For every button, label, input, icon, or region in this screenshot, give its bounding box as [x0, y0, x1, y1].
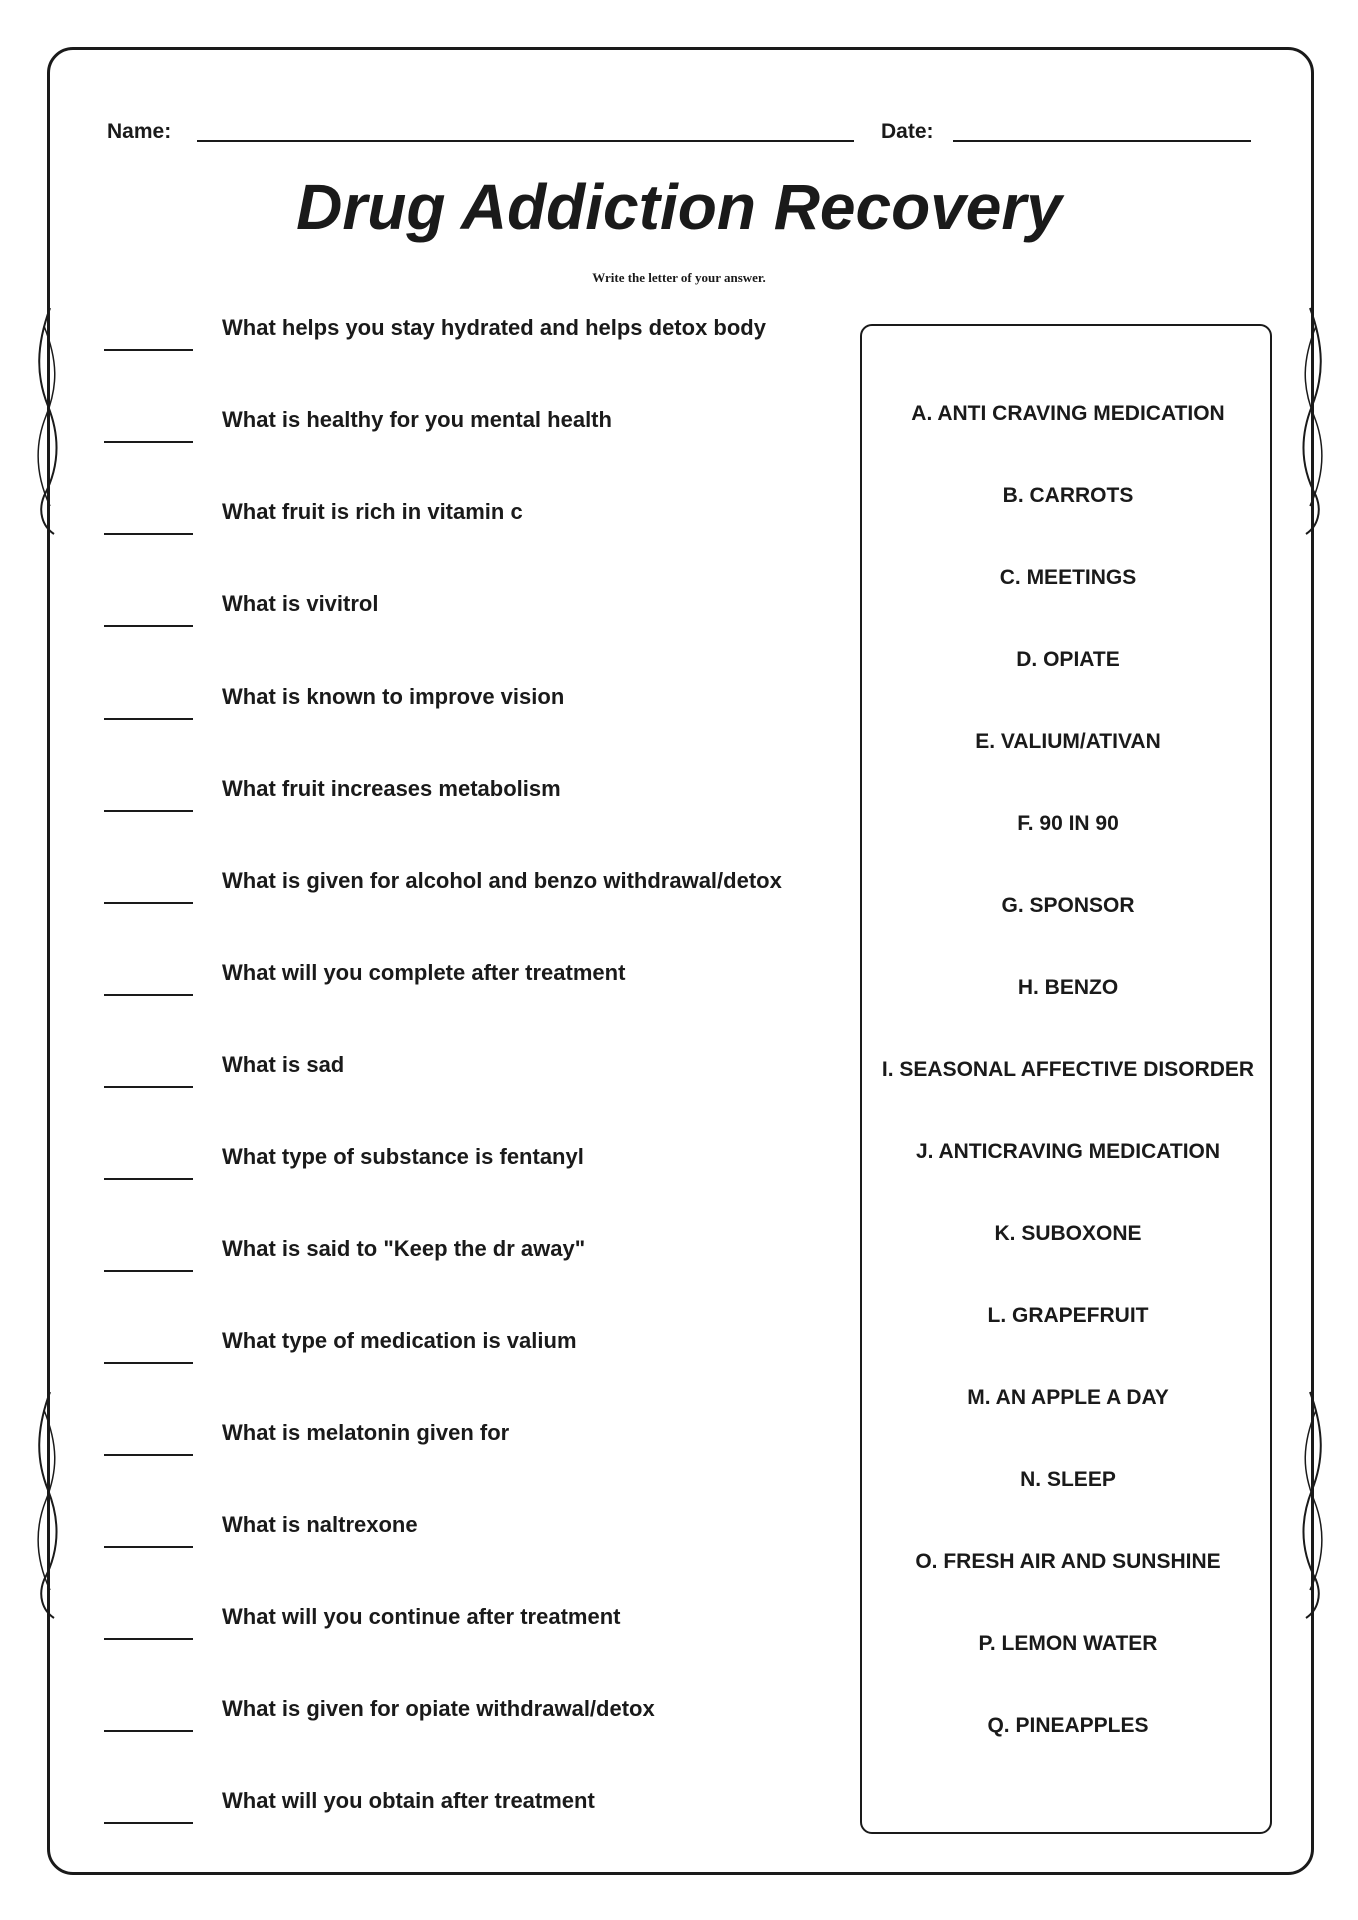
- answer-option: I. SEASONAL AFFECTIVE DISORDER: [881, 1058, 1255, 1081]
- answer-blank[interactable]: [104, 533, 193, 535]
- question-row: [104, 674, 804, 734]
- question-row: [104, 858, 804, 918]
- question-text: What is naltrexone: [222, 1512, 418, 1537]
- right-top-squiggle-ornament: [1300, 306, 1326, 536]
- answer-bank: [860, 324, 1272, 1834]
- question-row: [104, 1042, 804, 1102]
- answer-blank[interactable]: [104, 902, 193, 904]
- instructions-text: Write the letter of your answer.: [592, 270, 766, 285]
- question-row: [104, 1410, 804, 1470]
- question-text: What is melatonin given for: [222, 1420, 510, 1445]
- answer-blank[interactable]: [104, 1178, 193, 1180]
- date-field-line[interactable]: [953, 140, 1251, 142]
- answer-blank[interactable]: [104, 1086, 193, 1088]
- question-text: What will you complete after treatment: [222, 960, 626, 985]
- answer-option: B. CARROTS: [1002, 484, 1134, 507]
- answer-blank[interactable]: [104, 1546, 193, 1548]
- question-text: What type of substance is fentanyl: [222, 1144, 584, 1169]
- question-row: [104, 1318, 804, 1378]
- question-row: [104, 489, 804, 549]
- question-row: [104, 1134, 804, 1194]
- question-row: [104, 1686, 804, 1746]
- worksheet-title: Drug Addiction Recovery: [296, 171, 1062, 243]
- question-row: [104, 581, 804, 641]
- answer-option: M. AN APPLE A DAY: [967, 1386, 1169, 1409]
- answer-blank[interactable]: [104, 1822, 193, 1824]
- question-text: What is said to "Keep the dr away": [222, 1236, 586, 1261]
- question-row: [104, 950, 804, 1010]
- answer-option: F. 90 IN 90: [1017, 812, 1119, 835]
- answer-option: E. VALIUM/ATIVAN: [975, 730, 1161, 753]
- answer-blank[interactable]: [104, 1270, 193, 1272]
- left-bottom-squiggle-ornament: [34, 1390, 60, 1620]
- answer-option: C. MEETINGS: [999, 566, 1137, 589]
- question-text: What is sad: [222, 1052, 345, 1077]
- answer-blank[interactable]: [104, 1638, 193, 1640]
- answer-blank[interactable]: [104, 1454, 193, 1456]
- answer-blank[interactable]: [104, 994, 193, 996]
- question-text: What fruit is rich in vitamin c: [222, 499, 523, 524]
- answer-option: J. ANTICRAVING MEDICATION: [915, 1140, 1221, 1163]
- question-text: What will you obtain after treatment: [222, 1788, 595, 1813]
- answer-option: N. SLEEP: [1020, 1468, 1116, 1491]
- answer-blank[interactable]: [104, 810, 193, 812]
- question-text: What is given for opiate withdrawal/detox: [222, 1696, 655, 1721]
- answer-option: A. ANTI CRAVING MEDICATION: [911, 402, 1225, 425]
- right-bottom-squiggle-ornament: [1300, 1390, 1326, 1620]
- answer-blank[interactable]: [104, 718, 193, 720]
- question-row: [104, 1778, 804, 1838]
- name-label: Name:: [107, 120, 172, 143]
- question-text: What fruit increases metabolism: [222, 776, 561, 801]
- date-label: Date:: [881, 120, 934, 143]
- answer-option: L. GRAPEFRUIT: [987, 1304, 1149, 1327]
- answer-blank[interactable]: [104, 625, 193, 627]
- question-row: [104, 1594, 804, 1654]
- question-text: What will you continue after treatment: [222, 1604, 621, 1629]
- question-row: [104, 1226, 804, 1286]
- question-text: What helps you stay hydrated and helps detox body: [222, 315, 766, 340]
- answer-blank[interactable]: [104, 349, 193, 351]
- question-text: What is given for alcohol and benzo withdrawal/detox: [222, 868, 782, 893]
- answer-blank[interactable]: [104, 1730, 193, 1732]
- question-text: What is vivitrol: [222, 591, 379, 616]
- question-text: What type of medication is valium: [222, 1328, 577, 1353]
- answer-option: H. BENZO: [1017, 976, 1119, 999]
- answer-option: G. SPONSOR: [1001, 894, 1135, 917]
- name-field-line[interactable]: [197, 140, 854, 142]
- left-top-squiggle-ornament: [34, 306, 60, 536]
- answer-blank[interactable]: [104, 1362, 193, 1364]
- answer-option: Q. PINEAPPLES: [987, 1714, 1149, 1737]
- answer-option: O. FRESH AIR AND SUNSHINE: [915, 1550, 1221, 1573]
- question-text: What is known to improve vision: [222, 684, 565, 709]
- question-row: [104, 1502, 804, 1562]
- question-text: What is healthy for you mental health: [222, 407, 612, 432]
- question-row: [104, 766, 804, 826]
- answer-blank[interactable]: [104, 441, 193, 443]
- answer-option: P. LEMON WATER: [978, 1632, 1158, 1655]
- answer-option: K. SUBOXONE: [994, 1222, 1142, 1245]
- answer-option: D. OPIATE: [1016, 648, 1120, 671]
- question-row: [104, 305, 804, 365]
- question-row: [104, 397, 804, 457]
